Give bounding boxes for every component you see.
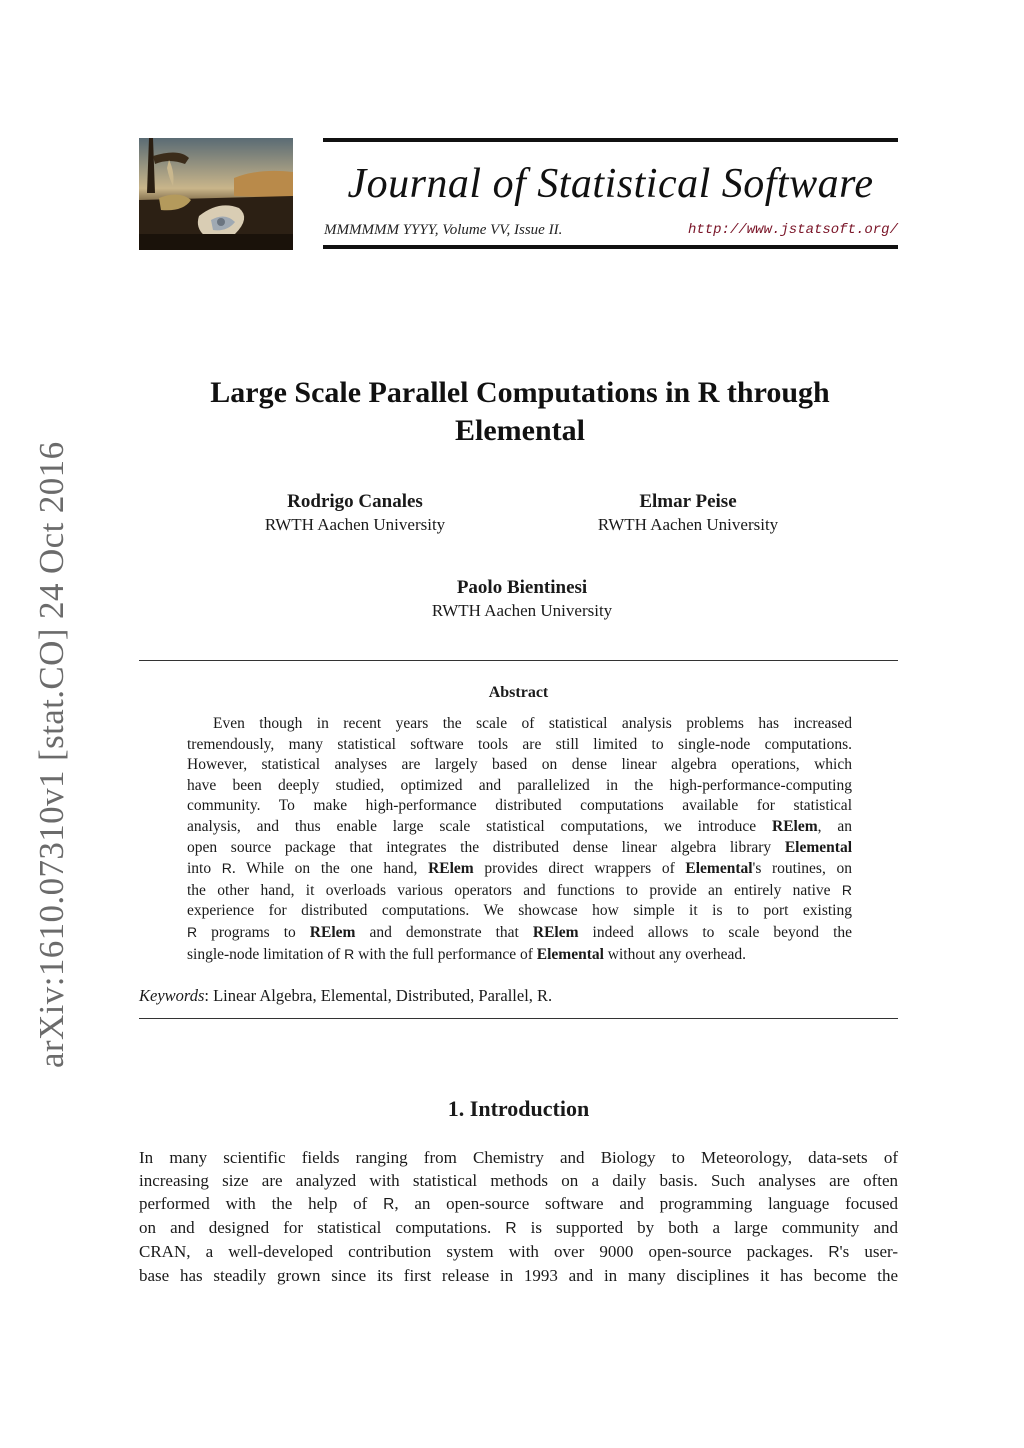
author-block-1	[205, 490, 505, 536]
journal-issue-line: MMMMMM YYYY, Volume VV, Issue II.	[324, 222, 563, 238]
abstract-rule-bottom	[139, 1018, 898, 1019]
intro-line: In many scientific fields ranging from Chemistry and Biology to Meteorology, data-sets of	[139, 1148, 898, 1167]
section-heading-introduction: 1. Introduction	[447, 1096, 590, 1121]
keywords-text: : Linear Algebra, Elemental, Distributed, Parallel, R.	[204, 986, 553, 1005]
melting-clocks-image	[139, 138, 293, 250]
header-rule-top	[323, 138, 898, 142]
author-name: Elmar Peise	[639, 491, 737, 512]
intro-body	[139, 1146, 898, 1287]
abstract-line: experience for distributed computations. We showcase how simple it is to port existing	[187, 902, 852, 920]
intro-line: on and designed for statistical computations. R is supported by both a large community and	[139, 1218, 898, 1237]
arxiv-stamp: arXiv:1610.07310v1 [stat.CO] 24 Oct 2016	[32, 441, 71, 1068]
author-block-2	[538, 490, 838, 536]
keywords-label: Keywords	[139, 986, 205, 1005]
paper-title-line-1: Large Scale Parallel Computations in R through	[210, 376, 830, 409]
abstract-line: single-node limitation of R with the full performance of Elemental without any overhead.	[187, 945, 746, 963]
header-rule-bottom	[323, 245, 898, 249]
abstract-line: However, statistical analyses are largely based on dense linear algebra operations, which	[187, 756, 852, 774]
intro-line: CRAN, a well-developed contribution system with over 9000 open-source packages. R's user-	[139, 1242, 898, 1261]
paper-title	[150, 374, 890, 450]
abstract-line: R programs to RElem and demonstrate that RElem indeed allows to scale beyond the	[187, 923, 852, 941]
abstract-line: into R. While on the one hand, RElem provides direct wrappers of Elemental's routines, on	[187, 860, 852, 878]
journal-cover-image	[139, 138, 293, 250]
abstract-heading: Abstract	[488, 684, 549, 701]
abstract-line: community. To make high-performance distributed computations available for statistical	[187, 797, 852, 815]
author-name: Rodrigo Canales	[287, 491, 423, 512]
author-name: Paolo Bientinesi	[456, 577, 588, 598]
abstract-rule-top	[139, 660, 898, 661]
abstract-line: open source package that integrates the distributed dense linear algebra library Elemental	[187, 838, 852, 856]
abstract-line: have been deeply studied, optimized and parallelized in the high-performance-computing	[187, 776, 852, 794]
keywords	[139, 986, 552, 1006]
abstract-line: the other hand, it overloads various operators and functions to provide an entirely native R	[187, 881, 852, 899]
abstract-line: tremendously, many statistical software tools are still limited to single-node computations.	[187, 735, 852, 753]
author-affiliation: RWTH Aachen University	[597, 515, 779, 534]
paper-title-line-2: Elemental	[455, 414, 585, 447]
author-block-3	[372, 576, 672, 622]
journal-url-link[interactable]: http://www.jstatsoft.org/	[687, 222, 898, 238]
abstract-line: Even though in recent years the scale of statistical analysis problems has increased	[213, 715, 852, 732]
author-affiliation: RWTH Aachen University	[264, 515, 446, 534]
intro-line: base has steadily grown since its first release in 1993 and in many disciplines it has become the	[139, 1266, 898, 1285]
intro-line: performed with the help of R, an open-source software and programming language focused	[139, 1194, 898, 1213]
author-affiliation: RWTH Aachen University	[431, 601, 613, 620]
intro-line: increasing size are analyzed with statistical methods on a daily basis. Such analyses are often	[139, 1171, 898, 1190]
abstract-line: analysis, and thus enable large scale statistical computations, we introduce RElem, an	[187, 817, 852, 835]
abstract-body	[187, 714, 852, 965]
journal-title: Journal of Statistical Software	[347, 161, 874, 207]
